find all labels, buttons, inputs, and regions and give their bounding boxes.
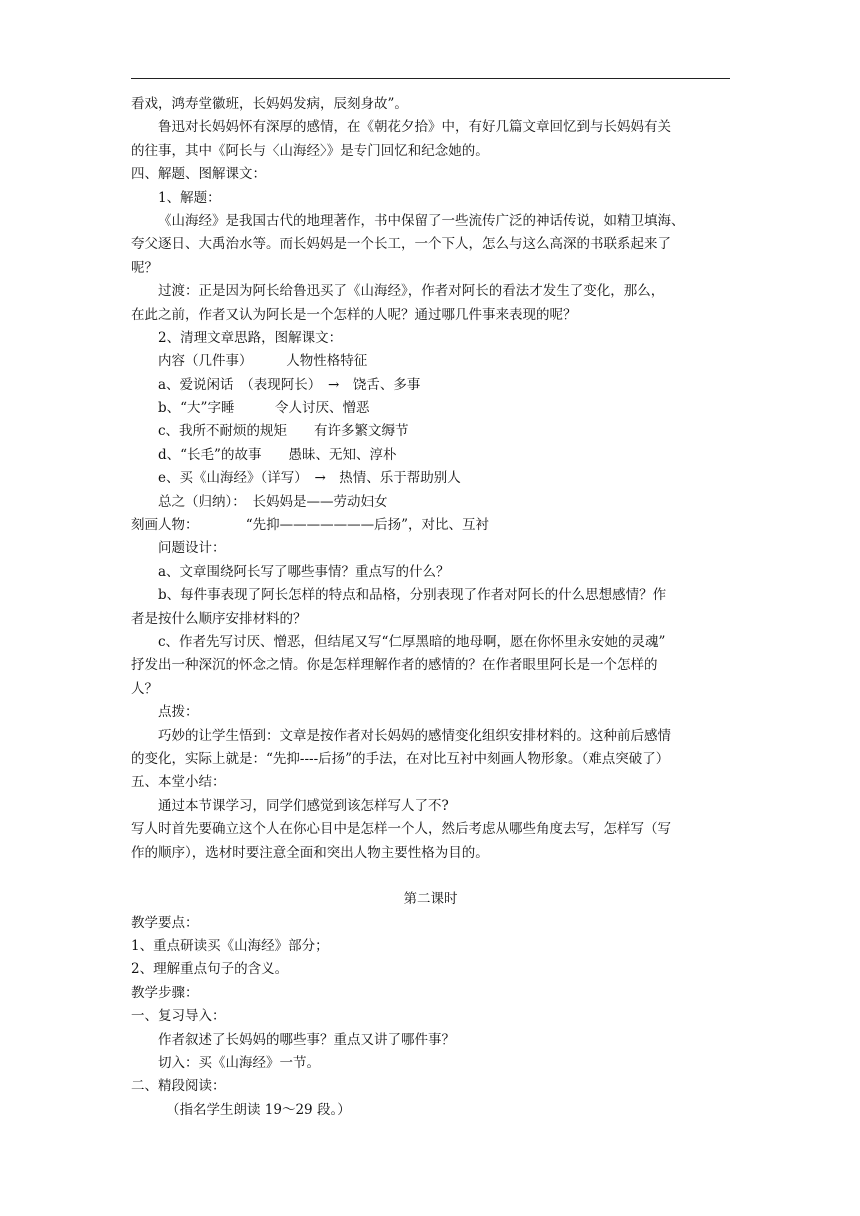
text-line: 写人时首先要确立这个人在你心目中是怎样一个人，然后考虑从哪些角度去写，怎样写（写 — [131, 821, 671, 838]
document-page — [131, 93, 730, 1122]
outline-item: e、买《山海经》（详写） → 热情、乐于帮助别人 — [158, 470, 461, 487]
text-line: 在此之前，作者又认为阿长是一个怎样的人呢？通过哪几件事来表现的呢？ — [131, 306, 577, 323]
text-line: 鲁迅对长妈妈怀有深厚的感情，在《朝花夕拾》中，有好几篇文章回忆到与长妈妈有关 — [158, 119, 671, 136]
spacer — [131, 865, 730, 888]
question-item: b、每件事表现了阿长怎样的特点和品格，分别表现了作者对阿长的什么思想感情？作 — [158, 587, 667, 604]
subsection-heading: 2、清理文章思路，图解课文： — [158, 329, 343, 346]
text-line: 看戏，鸿寿堂徽班，长妈妈发病，辰刻身故”。 — [131, 96, 408, 112]
text-line: 者是按什么顺序安排材料的？ — [131, 610, 307, 627]
text-line: 作者叙述了长妈妈的哪些事？重点又讲了哪件事？ — [158, 1031, 455, 1048]
lesson-title: 第二课时 — [403, 891, 458, 908]
section-heading: 五、本堂小结： — [131, 774, 226, 791]
text-line: 的变化，实际上就是：“先抑----后扬”的手法，在对比互衬中刻画人物形象。（难点突破了） — [131, 750, 670, 767]
outline-summary: 总之（归纳）： 长妈妈是——劳动妇女 — [158, 493, 388, 510]
text-line: 2、理解重点句子的含义。 — [131, 961, 289, 978]
subsection-heading: 1、解题： — [158, 189, 221, 206]
outline-item: a、爱说闲话 （表现阿长） → 饶舌、多事 — [158, 376, 421, 393]
outline-summary: 刻画人物： “先抑———————后扬”，对比、互衬 — [131, 517, 490, 534]
outline-item: c、我所不耐烦的规矩 有许多繁文缛节 — [158, 423, 409, 440]
outline-item: d、“长毛”的故事 愚昧、无知、淳朴 — [158, 446, 397, 463]
outline-header: 内容（几件事） 人物性格特征 — [158, 353, 368, 370]
text-line: 切入：买《山海经》一节。 — [158, 1055, 320, 1072]
text-line: （指名学生朗读 19～29 段。） — [166, 1101, 351, 1118]
text-line: 抒发出一种深沉的怀念之情。你是怎样理解作者的感情的？在作者眼里阿长是一个怎样的 — [131, 657, 658, 674]
section-heading: 四、解题、图解课文： — [131, 166, 266, 183]
subsection-heading: 问题设计： — [158, 540, 226, 557]
section-heading: 一、复习导入： — [131, 1008, 226, 1025]
text-line: 巧妙的让学生悟到：文章是按作者对长妈妈的感情变化组织安排材料的。这种前后感情 — [158, 727, 671, 744]
outline-item: b、“大”字睡 令人讨厌、憎恶 — [158, 400, 370, 417]
section-heading: 教学要点： — [131, 914, 199, 931]
question-item: a、文章围绕阿长写了哪些事情？重点写的什么？ — [158, 563, 450, 580]
text-line: 《山海经》是我国古代的地理著作，书中保留了一些流传广泛的神话传说，如精卫填海、 — [158, 212, 685, 229]
subsection-heading: 点拨： — [158, 704, 199, 721]
header-rule — [131, 78, 730, 79]
text-line: 呢？ — [131, 259, 158, 276]
section-heading: 教学步骤： — [131, 984, 199, 1001]
text-line: 过渡：正是因为阿长给鲁迅买了《山海经》，作者对阿长的看法才发生了变化，那么， — [158, 283, 665, 300]
question-item: c、作者先写讨厌、憎恶，但结尾又写“仁厚黑暗的地母啊，愿在你怀里永安她的灵魂” — [158, 633, 666, 650]
text-line: 通过本节课学习，同学们感觉到该怎样写人了不? — [158, 797, 449, 814]
text-line: 人？ — [131, 680, 158, 697]
text-line: 夸父逐日、大禹治水等。而长妈妈是一个长工，一个下人，怎么与这么高深的书联系起来了 — [131, 236, 671, 253]
text-line: 1、重点研读买《山海经》部分； — [131, 938, 329, 955]
section-heading: 二、精段阅读： — [131, 1078, 226, 1095]
text-line: 作的顺序），选材时要注意全面和突出人物主要性格为目的。 — [131, 844, 489, 861]
text-line: 的往事，其中《阿长与〈山海经〉》是专门回忆和纪念她的。 — [131, 142, 489, 159]
